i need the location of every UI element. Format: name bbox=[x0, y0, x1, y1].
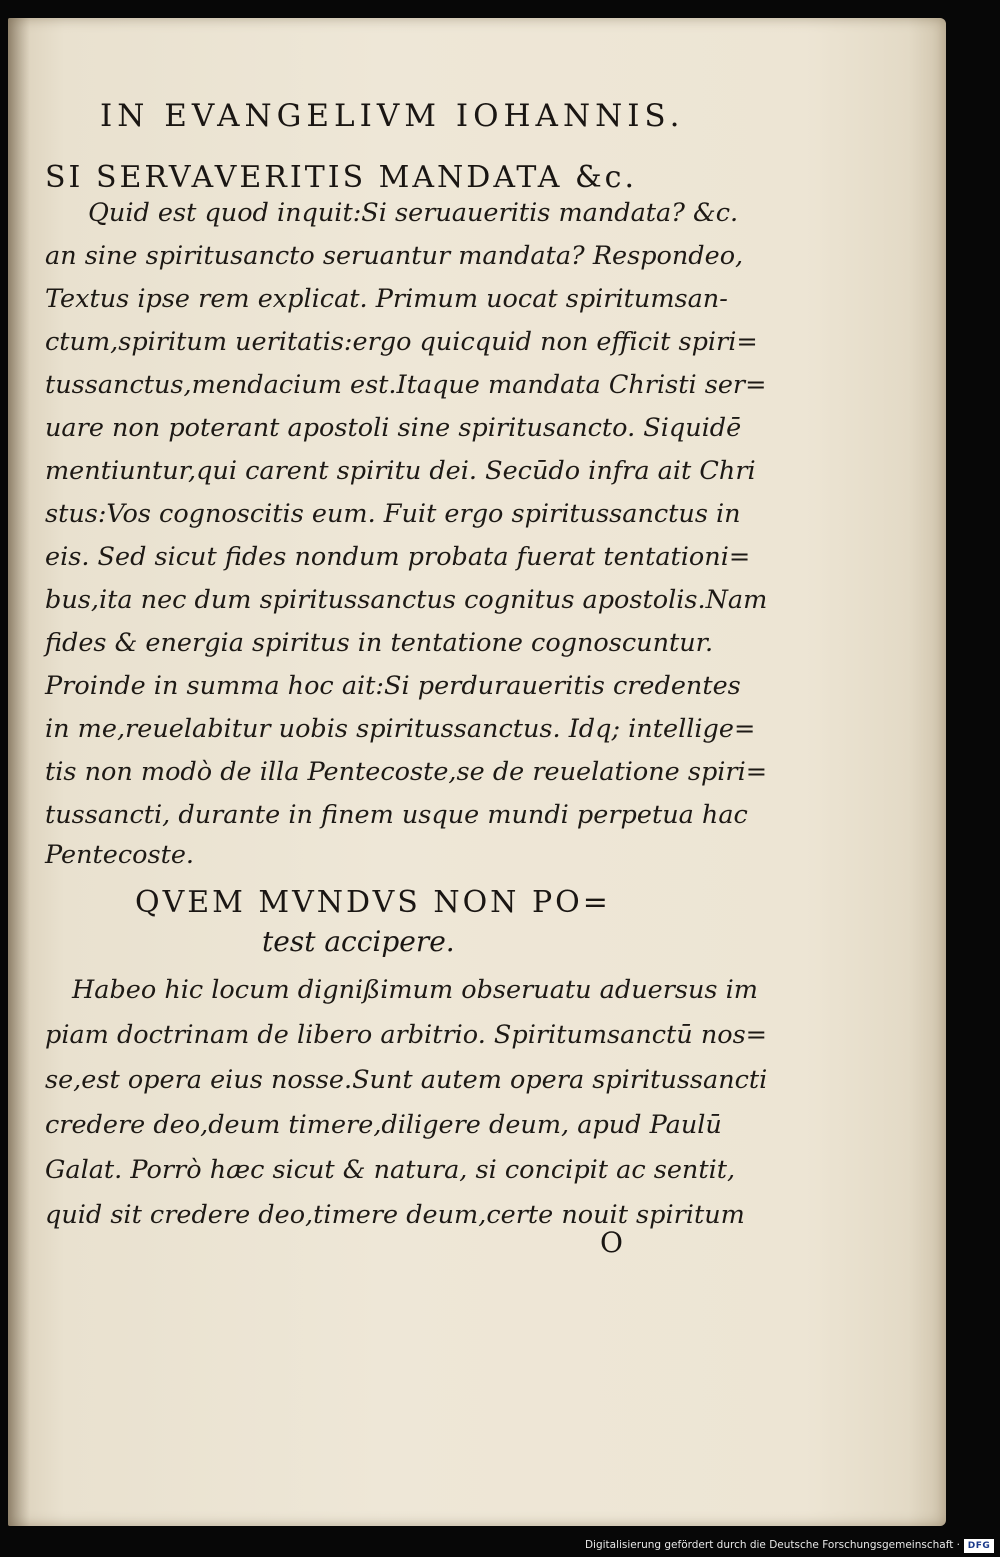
page-gutter-shadow bbox=[8, 18, 30, 1526]
text-line: Proinde in summa hoc ait:Si perduraueritis credentes bbox=[45, 671, 741, 701]
text-line: quid sit credere deo,timere deum,certe nouit spiritum bbox=[45, 1200, 745, 1230]
text-line: in me,reuelabitur uobis spiritussanctus. Idq; intellige= bbox=[45, 714, 756, 744]
text-line: piam doctrinam de libero arbitrio. Spiritumsanctū nos= bbox=[45, 1020, 768, 1050]
text-line: mentiuntur,qui carent spiritu dei. Secūdo infra ait Chri bbox=[45, 456, 756, 486]
signature-mark: O bbox=[600, 1226, 623, 1259]
running-head: IN EVANGELIVM IOHANNIS. bbox=[100, 98, 685, 134]
text-line: credere deo,deum timere,diligere deum, apud Paulū bbox=[45, 1110, 722, 1140]
text-line: uare non poterant apostoli sine spiritusancto. Siquidē bbox=[45, 413, 742, 443]
text-line: Quid est quod inquit:Si seruaueritis mandata? &c. bbox=[88, 198, 739, 228]
text-line: ctum,spiritum ueritatis:ergo quicquid non efficit spiri= bbox=[45, 327, 758, 357]
text-line: bus,ita nec dum spiritussanctus cognitus apostolis.Nam bbox=[45, 585, 768, 615]
text-line: fides & energia spiritus in tentatione cognoscuntur. bbox=[45, 628, 714, 658]
text-line: stus:Vos cognoscitis eum. Fuit ergo spiritussanctus in bbox=[45, 499, 741, 529]
dfg-logo-icon: DFG bbox=[964, 1539, 994, 1553]
text-line: tussancti, durante in finem usque mundi perpetua hac bbox=[45, 800, 748, 830]
digitization-credit: Digitalisierung gefördert durch die Deutsche Forschungsgemeinschaft · bbox=[584, 1539, 960, 1551]
text-line: Textus ipse rem explicat. Primum uocat spiritumsan- bbox=[45, 284, 728, 314]
section-heading-1: SI SERVAVERITIS MANDATA &c. bbox=[45, 160, 637, 195]
text-line: eis. Sed sicut fides nondum probata fuerat tentationi= bbox=[45, 542, 751, 572]
section-heading-2-continuation: test accipere. bbox=[262, 925, 455, 958]
text-line: Galat. Porrò hæc sicut & natura, si concipit ac sentit, bbox=[45, 1155, 736, 1185]
text-line: se,est opera eius nosse.Sunt autem opera spiritussancti bbox=[45, 1065, 768, 1095]
section-heading-2: QVEM MVNDVS NON PO= bbox=[135, 885, 611, 920]
text-line: Pentecoste. bbox=[45, 840, 195, 870]
text-line: tussanctus,mendacium est.Itaque mandata Christi ser= bbox=[45, 370, 767, 400]
text-line: tis non modò de illa Pentecoste,se de reuelatione spiri= bbox=[45, 757, 768, 787]
text-line: Habeo hic locum dignißimum obseruatu aduersus im bbox=[72, 975, 758, 1005]
text-line: an sine spiritusancto seruantur mandata? Respondeo, bbox=[45, 241, 744, 271]
